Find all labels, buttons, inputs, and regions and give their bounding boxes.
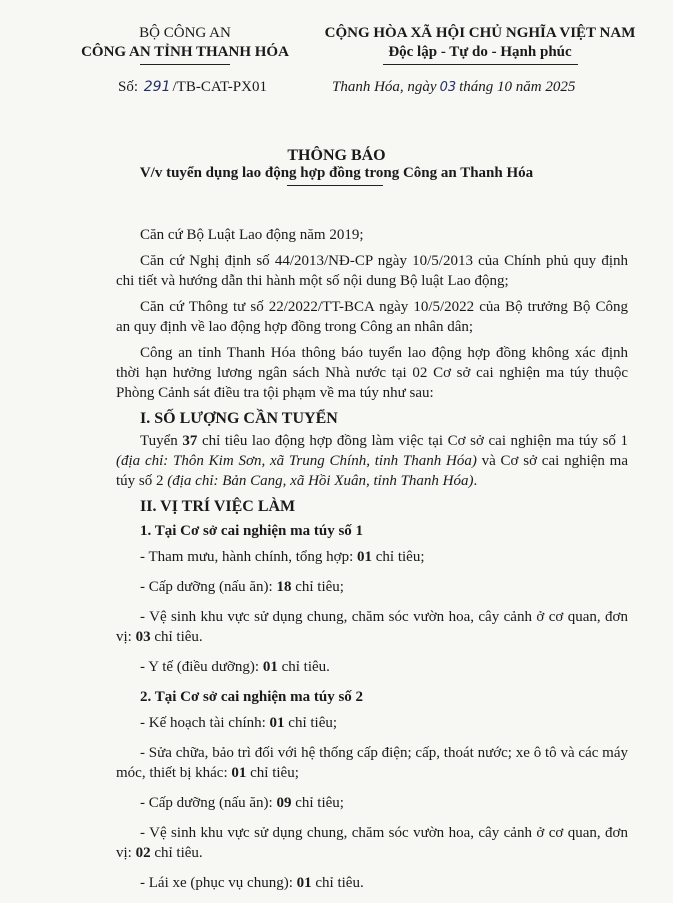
- subtitle-underline: [287, 185, 383, 186]
- date-suffix: tháng 10 năm 2025: [459, 79, 576, 95]
- position-text: - Sửa chữa, bảo trì đối với hệ thống cấp điện; cấp, thoát nước; xe ô tô và các máy móc, thiết bị khác:: [116, 745, 628, 781]
- agency-underline: [140, 64, 230, 65]
- facility1-address: (địa chỉ: Thôn Kim Sơn, xã Trung Chính, tỉnh Thanh Hóa): [116, 453, 477, 469]
- position-text: - Vệ sinh khu vực sử dụng chung, chăm sóc vườn hoa, cây cảnh ở cơ quan, đơn vị:: [116, 609, 628, 645]
- position-item: [116, 547, 628, 567]
- preamble-paragraph: Công an tỉnh Thanh Hóa thông báo tuyển lao động hợp đồng không xác định thời hạn hưởng lương ngân sách Nhà nước tại 02 Cơ sở cai nghiện ma túy thuộc Phòng Cảnh sát điều tra tội phạm về ma túy như sau:: [116, 345, 628, 401]
- section-heading: I. SỐ LƯỢNG CẦN TUYỂN: [140, 410, 338, 427]
- position-count: 01: [296, 875, 312, 891]
- position-item: [116, 713, 628, 733]
- position-unit: chỉ tiêu;: [284, 715, 338, 731]
- preamble-paragraph: Căn cứ Nghị định số 44/2013/NĐ-CP ngày 10/5/2013 của Chính phủ quy định chi tiết và hướng dẫn thi hành một số nội dung Bộ luật Lao động;: [116, 253, 628, 289]
- position-count: 03: [135, 629, 151, 645]
- position-text: - Y tế (điều dưỡng):: [140, 659, 263, 675]
- national-header: [300, 24, 660, 65]
- position-unit: chỉ tiêu.: [311, 875, 364, 891]
- date-day: 03: [439, 80, 457, 95]
- document-body: [116, 225, 628, 903]
- position-count: 01: [262, 659, 278, 675]
- position-unit: chỉ tiêu.: [150, 845, 203, 861]
- position-list: [116, 547, 628, 677]
- position-unit: chỉ tiêu;: [291, 579, 344, 595]
- position-count: 09: [276, 795, 292, 811]
- position-count: 01: [231, 765, 247, 781]
- summary-text: .: [473, 473, 478, 489]
- preamble-paragraph: Căn cứ Bộ Luật Lao động năm 2019;: [140, 227, 364, 243]
- position-item: [116, 793, 628, 813]
- agency-header: [60, 24, 310, 65]
- summary-text: chỉ tiêu lao động hợp đồng làm việc tại Cơ sở cai nghiện ma túy số 1: [197, 433, 629, 449]
- document-title: THÔNG BÁO: [287, 147, 386, 164]
- position-count: 01: [269, 715, 285, 731]
- position-list: [116, 713, 628, 893]
- position-unit: chỉ tiêu.: [150, 629, 203, 645]
- facility-heading: 2. Tại Cơ sở cai nghiện ma túy số 2: [140, 689, 364, 705]
- recruitment-summary: [116, 431, 628, 491]
- motto-underline: [383, 64, 578, 65]
- section-heading: II. VỊ TRÍ VIỆC LÀM: [140, 498, 296, 515]
- date-prefix: Thanh Hóa, ngày: [332, 79, 437, 95]
- position-count: 02: [135, 845, 151, 861]
- doc-number-prefix: Số:: [118, 79, 139, 95]
- document-number: [118, 79, 267, 96]
- position-unit: chỉ tiêu;: [372, 549, 425, 565]
- position-count: 01: [357, 549, 373, 565]
- position-count: 18: [276, 579, 292, 595]
- position-text: - Tham mưu, hành chính, tổng hợp:: [140, 549, 358, 565]
- position-item: [116, 577, 628, 597]
- position-item: [116, 743, 628, 783]
- position-unit: chỉ tiêu;: [246, 765, 299, 781]
- position-item: [116, 607, 628, 647]
- position-item: [116, 657, 628, 677]
- agency-name: CÔNG AN TỈNH THANH HÓA: [81, 44, 289, 60]
- position-text: - Kế hoạch tài chính:: [140, 715, 270, 731]
- position-text: - Cấp dưỡng (nấu ăn):: [140, 795, 277, 811]
- position-unit: chỉ tiêu;: [291, 795, 344, 811]
- summary-text: và Cơ sở cai nghiện ma túy số 2: [116, 453, 629, 489]
- position-item: [116, 873, 628, 893]
- position-unit: chỉ tiêu.: [277, 659, 330, 675]
- position-text: - Cấp dưỡng (nấu ăn):: [140, 579, 277, 595]
- doc-number-value: 291: [143, 79, 171, 95]
- total-quota: 37: [182, 433, 198, 449]
- preamble-paragraph: Căn cứ Thông tư số 22/2022/TT-BCA ngày 10/5/2022 của Bộ trưởng Bộ Công an quy định về lao động hợp đồng trong Công an nhân dân;: [116, 299, 628, 335]
- national-motto: Độc lập - Tự do - Hạnh phúc: [388, 44, 572, 60]
- summary-text: Tuyển: [140, 433, 183, 449]
- country-name: CỘNG HÒA XÃ HỘI CHỦ NGHĨA VIỆT NAM: [324, 25, 636, 41]
- issue-date: [332, 79, 575, 96]
- position-item: [116, 823, 628, 863]
- doc-number-suffix: /TB-CAT-PX01: [172, 79, 267, 95]
- position-text: - Vệ sinh khu vực sử dụng chung, chăm sóc vườn hoa, cây cảnh ở cơ quan, đơn vị:: [116, 825, 628, 861]
- facility2-address: (địa chỉ: Bản Cang, xã Hồi Xuân, tỉnh Thanh Hóa): [167, 473, 474, 489]
- position-text: - Lái xe (phục vụ chung):: [140, 875, 297, 891]
- ministry-name: BỘ CÔNG AN: [139, 25, 231, 41]
- document-subtitle: V/v tuyển dụng lao động hợp đồng trong Công an Thanh Hóa: [139, 165, 534, 181]
- facility-heading: 1. Tại Cơ sở cai nghiện ma túy số 1: [140, 523, 364, 539]
